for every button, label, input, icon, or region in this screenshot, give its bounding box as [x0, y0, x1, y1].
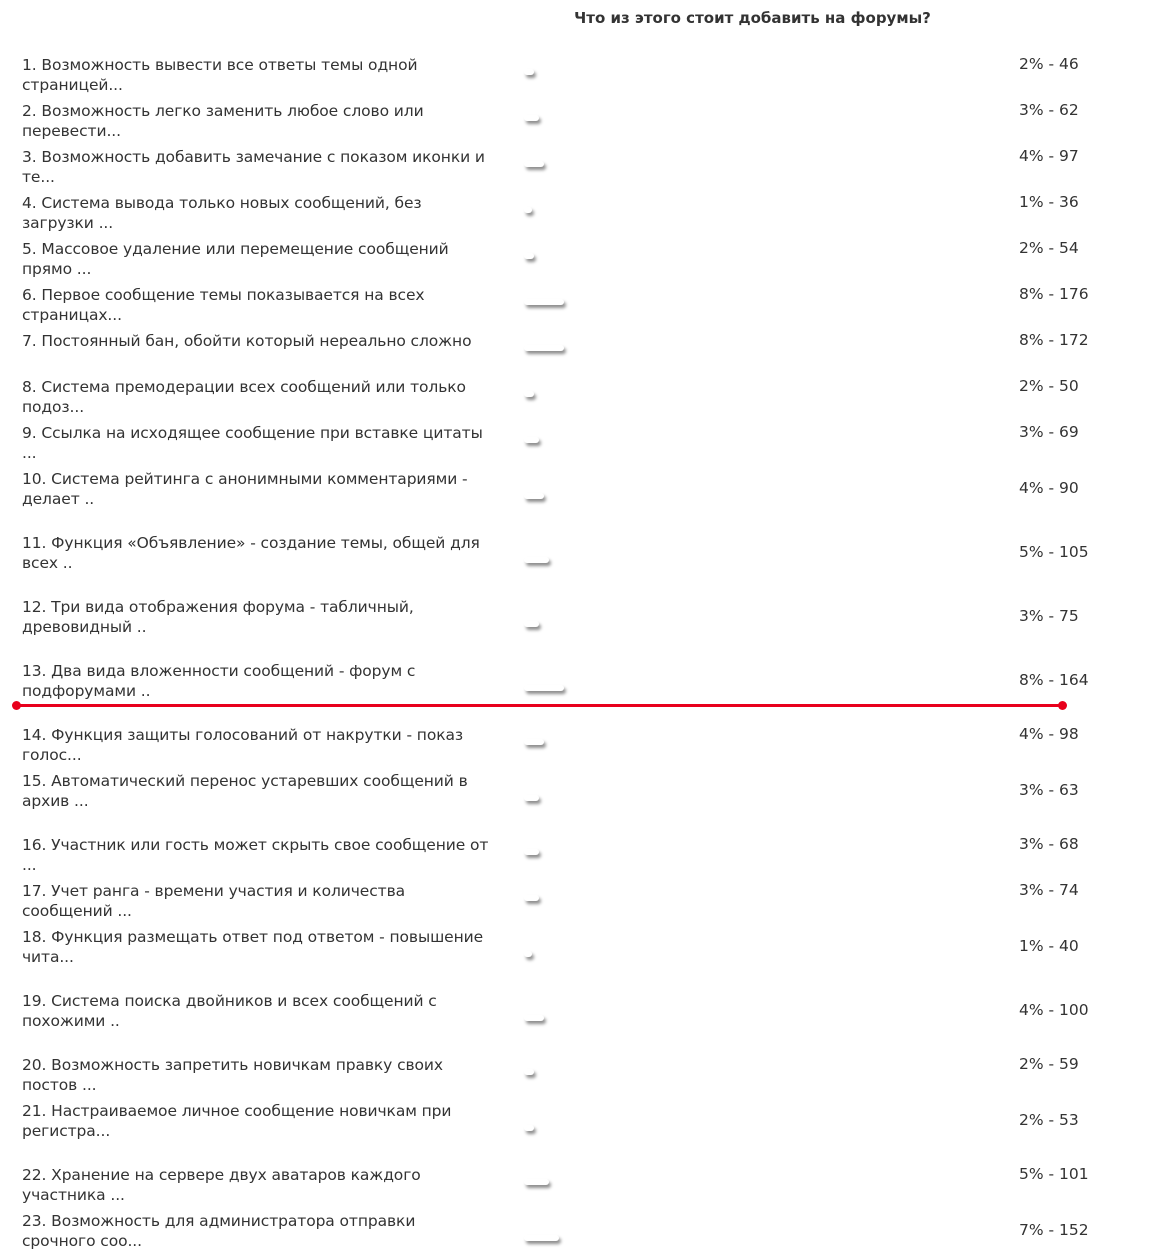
- poll-result-bar: [524, 437, 539, 443]
- poll-title: Что из этого стоит добавить на форумы?: [574, 9, 931, 27]
- poll-result-bar: [524, 1125, 534, 1131]
- poll-option-row: [0, 725, 1164, 764]
- poll-result-bar: [524, 207, 532, 213]
- poll-option-label: 10. Система рейтинга с анонимными комментариями - делает ..: [22, 470, 468, 508]
- poll-option-row: [0, 423, 1164, 462]
- poll-result-value: 8% - 172: [1019, 331, 1089, 349]
- poll-result-value: 3% - 63: [1019, 781, 1079, 799]
- poll-result-value: 4% - 97: [1019, 147, 1079, 165]
- poll-option-row: [0, 1165, 1164, 1204]
- poll-option-row: [0, 991, 1164, 1031]
- poll-result-value: 3% - 75: [1019, 607, 1079, 625]
- poll-option-row: [0, 927, 1164, 967]
- poll-result-value: 2% - 54: [1019, 239, 1079, 257]
- poll-result-value: 2% - 46: [1019, 55, 1079, 73]
- poll-option-row: [0, 147, 1164, 186]
- poll-result-bar: [524, 685, 564, 691]
- poll-option-label: 9. Ссылка на исходящее сообщение при вставке цитаты ...: [22, 424, 483, 462]
- poll-option-label: 16. Участник или гость может скрыть свое сообщение от ...: [22, 836, 489, 874]
- poll-option-label: 22. Хранение на сервере двух аватаров каждого участника ...: [22, 1166, 421, 1204]
- poll-option-label: 5. Массовое удаление или перемещение сообщений прямо ...: [22, 240, 449, 278]
- poll-option-row: [0, 1211, 1164, 1251]
- poll-result-bar: [524, 345, 564, 351]
- poll-result-value: 8% - 164: [1019, 671, 1089, 689]
- poll-result-bar: [524, 1015, 544, 1021]
- red-annotation-line: [16, 704, 1063, 707]
- poll-option-label: 18. Функция размещать ответ под ответом - повышение чита...: [22, 928, 484, 966]
- poll-result-value: 5% - 101: [1019, 1165, 1089, 1183]
- poll-option-row: [0, 771, 1164, 811]
- poll-option-label: 3. Возможность добавить замечание с показом иконки и те...: [22, 148, 485, 186]
- poll-option-row: [0, 331, 1164, 351]
- poll-result-bar: [524, 557, 549, 563]
- poll-result-value: 1% - 40: [1019, 937, 1079, 955]
- poll-option-label: 21. Настраиваемое личное сообщение новичкам при регистра...: [22, 1102, 452, 1140]
- poll-option-row: [0, 835, 1164, 874]
- poll-result-value: 2% - 59: [1019, 1055, 1079, 1073]
- poll-option-row: [0, 881, 1164, 920]
- poll-option-label: 13. Два вида вложенности сообщений - форум с подфорумами ..: [22, 662, 416, 700]
- poll-result-value: 4% - 100: [1019, 1001, 1089, 1019]
- poll-result-value: 8% - 176: [1019, 285, 1089, 303]
- poll-result-value: 3% - 74: [1019, 881, 1079, 899]
- poll-option-row: [0, 533, 1164, 573]
- poll-option-row: [0, 239, 1164, 278]
- poll-result-value: 2% - 53: [1019, 1111, 1079, 1129]
- poll-result-bar: [524, 1179, 549, 1185]
- poll-result-value: 7% - 152: [1019, 1221, 1089, 1239]
- poll-option-label: 14. Функция защиты голосований от накрутки - показ голос...: [22, 726, 464, 764]
- poll-result-bar: [524, 1069, 534, 1075]
- poll-result-bar: [524, 299, 564, 305]
- poll-result-bar: [524, 739, 544, 745]
- poll-result-bar: [524, 115, 539, 121]
- annotation-dot-right: [1058, 701, 1067, 710]
- poll-option-label: 6. Первое сообщение темы показывается на всех страницах...: [22, 286, 425, 324]
- poll-option-row: [0, 597, 1164, 637]
- poll-result-value: 3% - 69: [1019, 423, 1079, 441]
- poll-result-value: 3% - 68: [1019, 835, 1079, 853]
- poll-result-bar: [524, 493, 544, 499]
- poll-option-label: 11. Функция «Объявление» - создание темы, общей для всех ..: [22, 534, 480, 572]
- poll-option-row: [0, 1101, 1164, 1141]
- poll-result-bar: [524, 895, 539, 901]
- poll-result-bar: [524, 951, 532, 957]
- poll-option-row: [0, 285, 1164, 324]
- poll-option-label: 20. Возможность запретить новичкам правку своих постов ...: [22, 1056, 443, 1094]
- poll-option-label: 1. Возможность вывести все ответы темы одной страницей...: [22, 56, 418, 94]
- poll-option-row: [0, 101, 1164, 140]
- poll-result-value: 3% - 62: [1019, 101, 1079, 119]
- poll-result-bar: [524, 795, 539, 801]
- poll-result-value: 4% - 90: [1019, 479, 1079, 497]
- poll-result-value: 2% - 50: [1019, 377, 1079, 395]
- poll-option-label: 19. Система поиска двойников и всех сообщений с похожими ..: [22, 992, 437, 1030]
- poll-option-row: [0, 193, 1164, 232]
- poll-option-label: 4. Система вывода только новых сообщений, без загрузки ...: [22, 194, 422, 232]
- poll-result-value: 1% - 36: [1019, 193, 1079, 211]
- poll-option-label: 7. Постоянный бан, обойти который нереально сложно: [22, 332, 472, 350]
- poll-option-row: [0, 469, 1164, 509]
- poll-option-label: 15. Автоматический перенос устаревших сообщений в архив ...: [22, 772, 468, 810]
- poll-option-label: 2. Возможность легко заменить любое слово или перевести...: [22, 102, 424, 140]
- poll-result-bar: [524, 391, 534, 397]
- poll-option-label: 8. Система премодерации всех сообщений или только подоз...: [22, 378, 466, 416]
- annotation-dot-left: [12, 701, 21, 710]
- poll-option-label: 17. Учет ранга - времени участия и количества сообщений ...: [22, 882, 406, 920]
- poll-result-bar: [524, 161, 544, 167]
- poll-result-bar: [524, 253, 534, 259]
- poll-result-bar: [524, 1235, 559, 1241]
- poll-result-value: 4% - 98: [1019, 725, 1079, 743]
- poll-result-bar: [524, 621, 539, 627]
- poll-result-value: 5% - 105: [1019, 543, 1089, 561]
- poll-result-bar: [524, 849, 539, 855]
- poll-option-row: [0, 1055, 1164, 1094]
- poll-option-row: [0, 55, 1164, 94]
- poll-option-label: 23. Возможность для администратора отправки срочного соо...: [22, 1212, 416, 1250]
- poll-option-label: 12. Три вида отображения форума - табличный, древовидный ..: [22, 598, 414, 636]
- poll-option-row: [0, 377, 1164, 416]
- poll-result-bar: [524, 69, 534, 75]
- poll-option-row: [0, 661, 1164, 701]
